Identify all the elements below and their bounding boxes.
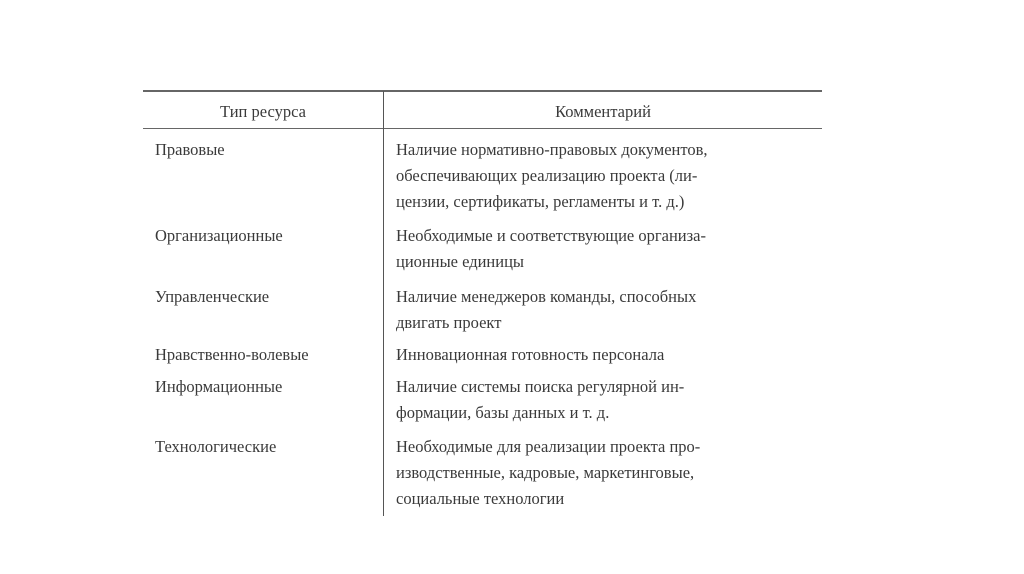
comment-line: двигать проект xyxy=(396,313,502,332)
comment-cell xyxy=(396,284,696,336)
comment-line: Наличие менеджеров команды, способных xyxy=(396,287,697,306)
comment-line: Необходимые для реализации проекта про- xyxy=(396,437,701,456)
resource-type-cell: Нравственно-волевые xyxy=(155,345,309,364)
table-top-rule xyxy=(143,90,822,92)
comment-cell xyxy=(396,223,706,275)
comment-line: цензии, сертификаты, регламенты и т. д.) xyxy=(396,192,685,211)
comment-line: ционные единицы xyxy=(396,252,525,271)
comment-cell xyxy=(396,342,664,368)
resource-type-cell: Технологические xyxy=(155,437,277,456)
comment-line: изводственные, кадровые, маркетинговые, xyxy=(396,463,695,482)
comment-line: обеспечивающих реализацию проекта (ли- xyxy=(396,166,698,185)
resource-type-cell: Правовые xyxy=(155,140,225,159)
comment-cell xyxy=(396,137,708,215)
comment-cell xyxy=(396,434,700,512)
resource-type-cell: Организационные xyxy=(155,226,283,245)
comment-line: Наличие системы поиска регулярной ин- xyxy=(396,377,685,396)
comment-cell xyxy=(396,374,684,426)
comment-line: Необходимые и соответствующие организа- xyxy=(396,226,706,245)
column-divider xyxy=(383,91,384,516)
comment-line: формации, базы данных и т. д. xyxy=(396,403,610,422)
header-comment: Комментарий xyxy=(555,102,651,121)
header-bottom-rule xyxy=(143,128,822,129)
comment-line: Наличие нормативно-правовых документов, xyxy=(396,140,708,159)
header-resource-type: Тип ресурса xyxy=(220,102,306,121)
resource-type-cell: Информационные xyxy=(155,377,283,396)
comment-line: Инновационная готовность персонала xyxy=(396,345,665,364)
resource-type-cell: Управленческие xyxy=(155,287,270,306)
comment-line: социальные технологии xyxy=(396,489,565,508)
